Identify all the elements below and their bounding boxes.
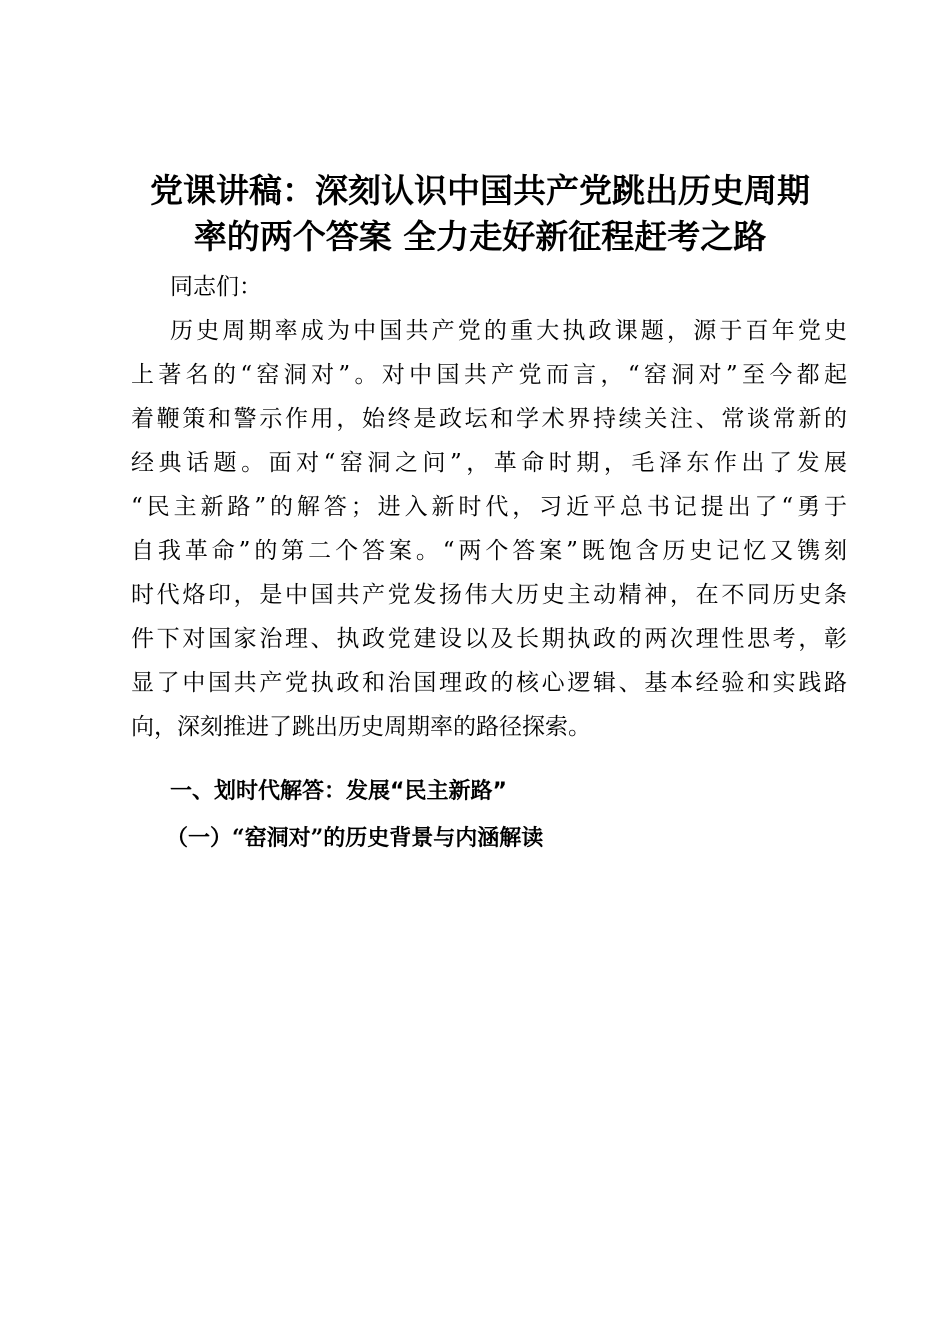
- paragraph-line: 显了中国共产党执政和治国理政的核心逻辑、基本经验和实践路: [131, 670, 847, 696]
- paragraph-line: 向，深刻推进了跳出历史周期率的路径探索。: [131, 714, 591, 740]
- subsection-heading: （一）“窑洞对”的历史背景与内涵解读: [166, 825, 544, 851]
- paragraph-line: “民主新路”的解答；进入新时代，习近平总书记提出了“勇于: [131, 494, 847, 520]
- paragraph-line: 件下对国家治理、执政党建设以及长期执政的两次理性思考，彰: [131, 626, 847, 652]
- paragraph-line: 着鞭策和警示作用，始终是政坛和学术界持续关注、常谈常新的: [131, 406, 847, 432]
- paragraph-line: 历史周期率成为中国共产党的重大执政课题，源于百年党史: [170, 318, 847, 344]
- intro-paragraph: [131, 309, 847, 749]
- document-title: [110, 168, 850, 260]
- paragraph-line: 上著名的“窑洞对”。对中国共产党而言，“窑洞对”至今都起: [131, 362, 847, 388]
- paragraph-line: 经典话题。面对“窑洞之问”，革命时期，毛泽东作出了发展: [131, 450, 847, 476]
- paragraph-line: 自我革命”的第二个答案。“两个答案”既饱含历史记忆又镌刻: [131, 538, 847, 564]
- section-heading: 一、划时代解答：发展“民主新路”: [170, 779, 507, 804]
- paragraph-line: 时代烙印，是中国共产党发扬伟大历史主动精神，在不同历史条: [131, 582, 847, 608]
- title-line-1: 党课讲稿：深刻认识中国共产党跳出历史周期: [150, 171, 810, 210]
- title-line-2: 率的两个答案 全力走好新征程赶考之路: [193, 217, 767, 256]
- salutation: 同志们：: [170, 274, 262, 300]
